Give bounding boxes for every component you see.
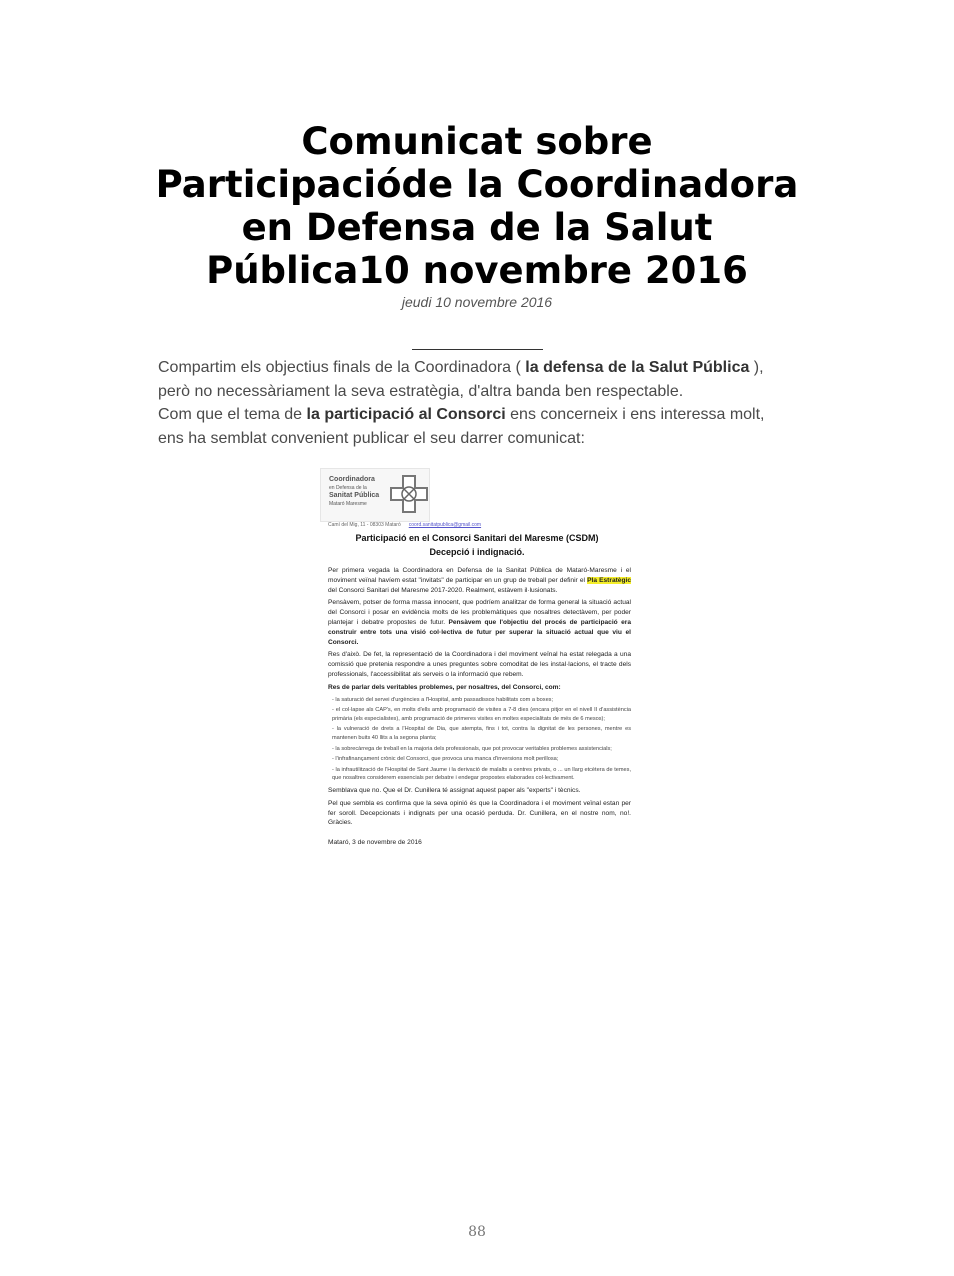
logo-line-2: en Defensa de la [329, 485, 367, 491]
list-item: - l'infrafinançament crònic del Consorci, que provoca una manca d'inversions molt perillosa; [332, 755, 631, 764]
letter-paragraph-1 [328, 566, 631, 595]
intro-line-3a: Com que el tema de [158, 406, 307, 423]
letter-address [328, 522, 481, 528]
title-line-4: Pública10 novembre 2016 [206, 249, 748, 292]
p1-text-a: Per primera vegada la Coordinadora en Defensa de la Sanitat Pública de Mataró-Maresme i el moviment veïnal havíem estat "invitats" de participar en un grup de treball per definir el [328, 567, 631, 584]
letter-heading-2: Decepció i indignació. [429, 547, 525, 557]
list-item: - el col·lapse als CAP's, en molts d'ells amb programació de visites a 7-8 dies (encara pitjor en el nivell II d'assistència primària (els especialistes), amb programació de primeres visites en moltes especialitats de més de 6 mesos); [332, 706, 631, 723]
intro-line-3c: ens concerneix i ens interessa molt, [505, 406, 765, 423]
embedded-letter-image [318, 466, 636, 936]
letter-paragraph-6: Pel que sembla es confirma que la seva opinió és que la Coordinadora i el moviment veïnal estan per fer soroll. Decepcionats i indignats per una ocasió perduda. Dr. Cunillera, en el nostre nom, no!. Gràcies. [328, 799, 631, 827]
problem-list [332, 696, 631, 783]
page-number: 88 [468, 1224, 486, 1240]
medical-cross-icon [389, 474, 429, 514]
p1-text-b: del Consorci Sanitari del Maresme 2017-2020. Realment, estàvem il·lusionats. [328, 586, 558, 594]
divider [412, 349, 543, 350]
title-line-3: en Defensa de la Salut [241, 206, 713, 249]
p2-bold: Pensàvem que l'objectiu del procés de participació era construir entre tots una visió col·lectiva de futur per superar la situació actual que viu el Consorci. [328, 618, 631, 646]
intro-line-2: però no necessàriament la seva estratègia, d'altra banda ben respectable. [158, 382, 684, 400]
logo-text [329, 476, 379, 508]
letter-paragraph-5: Semblava que no. Que el Dr. Cunillera té assignat aquest paper als "experts" i tècnics. [328, 786, 581, 794]
p2-text-a: Pensàvem, potser de forma massa innocent, que podríem analitzar de forma general la situació actual del Consorci i posar en evidència molts de les problemàtiques que nosaltres detectàvem, per poder plantejar i debatre propostes de futur. [328, 599, 631, 626]
intro-line-1a: Compartim els objectius finals de la Coordinadora ( [158, 359, 526, 376]
letter-body [328, 566, 631, 851]
letter-paragraph-4 [328, 683, 631, 693]
logo-line-1: Coordinadora [329, 476, 375, 483]
intro-bold-1: la defensa de la Salut Pública [525, 359, 750, 376]
coordinadora-logo [320, 468, 430, 522]
list-item: - la sobrecàrrega de treball en la majoria dels professionals, que pot provocar veritables problemes assistencials; [332, 745, 631, 754]
address-text: Camí del Mig, 11 - 08303 Mataró [328, 522, 401, 528]
publication-date: jeudi 10 novembre 2016 [401, 294, 553, 310]
letter-paragraph-2 [328, 598, 631, 647]
letter-heading [318, 531, 636, 559]
title-line-2: Participacióde la Coordinadora [155, 163, 799, 206]
highlighted-term: Pla Estratègic [587, 576, 631, 584]
list-item: - la infrautilització de l'Hospital de Sant Jaume i la derivació de malalts a centres privats, o ... un llarg etcètera de temes, que nosaltres considerem essencials per debatre i endegar propostes elaborades col·lectivament. [332, 766, 631, 783]
letter-paragraph-3: Res d'això. De fet, la representació de la Coordinadora i del moviment veïnal ha estat relegada a una comissió que pretenia respondre a unes preguntes sobre comoditat de les instal·lacions, el tracte dels professionals, l'accessibilitat als serveis o la informació que rebem. [328, 651, 631, 678]
logo-line-3: Sanitat Pública [329, 492, 380, 499]
letter-signature-date: Mataró, 3 de novembre de 2016 [328, 839, 422, 847]
list-item: - la vulneració de drets a l'Hospital de Dia, que atempta, fins i tot, contra la dignitat de les persones, mentre es mantenen buits 40 llits a la segona planta; [332, 725, 631, 742]
intro-bold-2: la participació al Consorci [306, 406, 506, 423]
title-line-1: Comunicat sobre [301, 120, 653, 163]
email-link: coord.sanitatpublica@gmail.com [408, 522, 482, 528]
intro-line-1c: ), [749, 359, 764, 376]
article-title [130, 120, 824, 292]
p4-bold: Res de parlar dels veritables problemes, per nosaltres, del Consorci, com: [328, 683, 561, 691]
intro-line-4: ens ha semblat convenient publicar el seu darrer comunicat: [158, 429, 585, 447]
letter-heading-1: Participació en el Consorci Sanitari del Maresme (CSDM) [355, 533, 599, 543]
logo-line-4: Mataró Maresme [329, 501, 367, 507]
intro-paragraph [158, 356, 798, 450]
list-item: - la saturació del servei d'urgències a l'Hospital, amb passadissos habilitats com a boxes; [332, 696, 631, 705]
